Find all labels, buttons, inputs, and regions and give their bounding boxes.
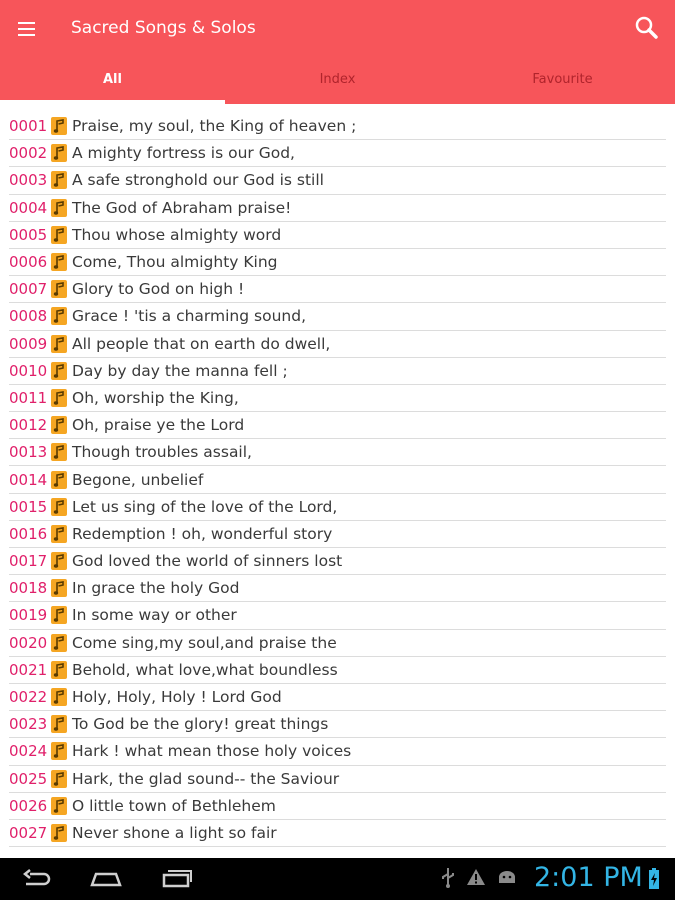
song-list-item[interactable]	[9, 793, 666, 820]
music-note-icon	[50, 605, 68, 625]
system-navigation-bar	[0, 858, 675, 900]
song-list-item[interactable]	[9, 602, 666, 629]
song-list-item[interactable]	[9, 711, 666, 738]
music-note-icon	[50, 714, 68, 734]
music-note-icon	[50, 442, 68, 462]
song-title: Come sing,my soul,and praise the	[72, 633, 337, 652]
status-clock: 2:01 PM	[534, 862, 643, 893]
home-icon[interactable]	[88, 866, 124, 896]
music-note-icon	[50, 415, 68, 435]
song-title: Begone, unbelief	[72, 470, 204, 489]
song-number: 0004	[9, 198, 48, 217]
song-list-item[interactable]	[9, 820, 666, 847]
song-title: Praise, my soul, the King of heaven ;	[72, 117, 357, 136]
song-number: 0011	[9, 388, 48, 407]
music-note-icon	[50, 551, 68, 571]
music-note-icon	[50, 279, 68, 299]
music-note-icon	[50, 660, 68, 680]
app-title: Sacred Songs & Solos	[71, 18, 256, 38]
music-note-icon	[50, 361, 68, 381]
search-icon[interactable]	[633, 14, 661, 42]
song-list-item[interactable]	[9, 385, 666, 412]
song-number: 0017	[9, 552, 48, 571]
song-list-item[interactable]	[9, 195, 666, 222]
song-title: Let us sing of the love of the Lord,	[72, 497, 338, 516]
song-number: 0009	[9, 334, 48, 353]
song-list-item[interactable]	[9, 548, 666, 575]
song-list-item[interactable]	[9, 167, 666, 194]
song-title: Redemption ! oh, wonderful story	[72, 524, 333, 543]
song-list	[0, 113, 675, 847]
song-number: 0018	[9, 579, 48, 598]
music-note-icon	[50, 524, 68, 544]
tab-bar	[0, 62, 675, 104]
song-number: 0015	[9, 497, 48, 516]
battery-charging-icon	[648, 868, 660, 894]
song-list-item[interactable]	[9, 113, 666, 140]
music-note-icon	[50, 497, 68, 517]
tab-all[interactable]: All	[0, 62, 225, 104]
music-note-icon	[50, 143, 68, 163]
music-note-icon	[50, 769, 68, 789]
music-note-icon	[50, 334, 68, 354]
music-note-icon	[50, 578, 68, 598]
song-number: 0012	[9, 416, 48, 435]
back-arrow-icon[interactable]	[20, 866, 52, 896]
song-list-item[interactable]	[9, 575, 666, 602]
song-number: 0010	[9, 361, 48, 380]
song-number: 0001	[9, 117, 48, 136]
music-note-icon	[50, 198, 68, 218]
song-number: 0003	[9, 171, 48, 190]
app-bar	[0, 0, 675, 104]
song-title: To God be the glory! great things	[72, 715, 329, 734]
music-note-icon	[50, 796, 68, 816]
song-title: A safe stronghold our God is still	[72, 171, 324, 190]
song-number: 0025	[9, 769, 48, 788]
song-list-item[interactable]	[9, 657, 666, 684]
song-title: God loved the world of sinners lost	[72, 552, 343, 571]
song-title: Holy, Holy, Holy ! Lord God	[72, 688, 282, 707]
song-number: 0006	[9, 253, 48, 272]
song-list-item[interactable]	[9, 303, 666, 330]
warning-icon	[466, 867, 486, 891]
song-number: 0027	[9, 823, 48, 842]
song-number: 0005	[9, 225, 48, 244]
music-note-icon	[50, 170, 68, 190]
music-note-icon	[50, 225, 68, 245]
song-title: Day by day the manna fell ;	[72, 361, 288, 380]
music-note-icon	[50, 687, 68, 707]
song-number: 0021	[9, 660, 48, 679]
tab-favourite[interactable]: Favourite	[532, 72, 593, 87]
tab-index[interactable]: Index	[319, 72, 356, 87]
song-number: 0024	[9, 742, 48, 761]
song-list-item[interactable]	[9, 684, 666, 711]
music-note-icon	[50, 388, 68, 408]
song-list-item[interactable]	[9, 412, 666, 439]
music-note-icon	[50, 252, 68, 272]
song-title: In grace the holy God	[72, 579, 240, 598]
song-title: Oh, worship the King,	[72, 388, 239, 407]
music-note-icon	[50, 823, 68, 843]
song-number: 0002	[9, 144, 48, 163]
song-list-item[interactable]	[9, 331, 666, 358]
song-list-item[interactable]	[9, 630, 666, 657]
song-number: 0019	[9, 606, 48, 625]
song-number: 0016	[9, 524, 48, 543]
song-list-item[interactable]	[9, 222, 666, 249]
song-number: 0014	[9, 470, 48, 489]
hamburger-menu-icon[interactable]	[18, 17, 46, 41]
song-number: 0020	[9, 633, 48, 652]
song-title: Thou whose almighty word	[72, 225, 282, 244]
song-title: Behold, what love,what boundless	[72, 660, 338, 679]
song-title: The God of Abraham praise!	[72, 198, 292, 217]
song-title: Grace ! 'tis a charming sound,	[72, 307, 306, 326]
usb-icon	[440, 866, 456, 892]
song-number: 0007	[9, 280, 48, 299]
song-number: 0013	[9, 443, 48, 462]
music-note-icon	[50, 741, 68, 761]
song-title: Come, Thou almighty King	[72, 253, 278, 272]
music-note-icon	[50, 633, 68, 653]
song-number: 0026	[9, 796, 48, 815]
music-note-icon	[50, 306, 68, 326]
music-note-icon	[50, 116, 68, 136]
song-list-item[interactable]	[9, 766, 666, 793]
song-list-item[interactable]	[9, 439, 666, 466]
song-title: A mighty fortress is our God,	[72, 144, 295, 163]
song-number: 0022	[9, 688, 48, 707]
song-list-item[interactable]	[9, 738, 666, 765]
recent-apps-icon[interactable]	[160, 866, 194, 896]
song-title: O little town of Bethlehem	[72, 796, 276, 815]
song-list-item[interactable]	[9, 466, 666, 493]
song-title: Glory to God on high !	[72, 280, 245, 299]
song-title: In some way or other	[72, 606, 237, 625]
song-list-item[interactable]	[9, 494, 666, 521]
song-title: Never shone a light so fair	[72, 823, 277, 842]
song-title: Oh, praise ye the Lord	[72, 416, 245, 435]
song-number: 0023	[9, 715, 48, 734]
status-icons	[440, 858, 518, 900]
song-title: All people that on earth do dwell,	[72, 334, 331, 353]
song-list-item[interactable]	[9, 276, 666, 303]
android-icon	[496, 867, 518, 891]
song-list-item[interactable]	[9, 140, 666, 167]
song-title: Hark, the glad sound-- the Saviour	[72, 769, 340, 788]
song-title: Though troubles assail,	[72, 443, 252, 462]
song-list-item[interactable]	[9, 249, 666, 276]
song-list-item[interactable]	[9, 358, 666, 385]
music-note-icon	[50, 470, 68, 490]
song-list-item[interactable]	[9, 521, 666, 548]
song-number: 0008	[9, 307, 48, 326]
song-title: Hark ! what mean those holy voices	[72, 742, 352, 761]
